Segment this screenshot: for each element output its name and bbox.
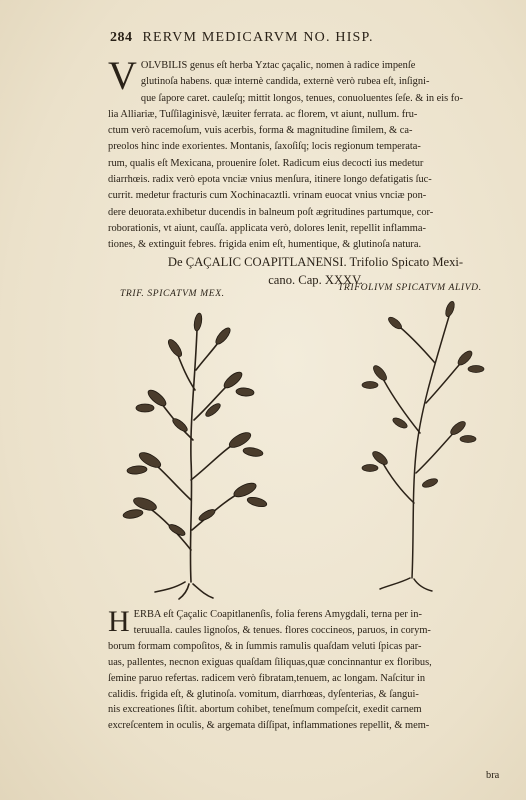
text-line: excreſcentem in oculis, & argemata diſſipat, inflammationes repellit, & mem- (108, 720, 430, 732)
text-line: glutinoſa habens. quæ internè candida, externè verò rubea eſt, inſigni- (140, 76, 430, 88)
paragraph-volubilis (108, 53, 510, 254)
running-head: RERVM MEDICARVM NO. HISP. (142, 30, 374, 45)
text-line: calidis. frigida eſt, & glutinoſa. vomitum, diarrhœas, dyſenterias, & ſangui- (108, 688, 419, 700)
text-line: roborationis, vt aiunt, cauſſa. applicata verò, dolores lenit, repellit inflamma- (108, 222, 426, 234)
chapter-title-line-1: De ÇAÇALIC COAPITLANENSI. Trifolio Spicato Mexi- (167, 255, 464, 269)
drop-cap-h: H (108, 605, 130, 638)
text-line: preolos hinc inde exorientes. Montanis, ſaxoſiſq; locis regionum temperata- (108, 141, 421, 153)
text-line: uas, pallentes, necnon exiguas quaſdam ſiliquas,quæ concinnantur ex floribus, (108, 656, 432, 668)
drop-cap-v: V (108, 53, 137, 98)
text-line: ERBA eſt Çaçalic Coapitlanenſis, folia ferens Amygdali, terna per in- (133, 609, 422, 620)
text-line: ſemine paruo refertas. radicem verò fibratam,tenuem, ac longam. Naſcitur in (108, 672, 426, 684)
text-line: borum formam compoſitos, & in ſummis ramulis quaſdam veluti ſpicas par- (108, 640, 422, 652)
woodcut-trifolium-spicatum-aliud (340, 293, 500, 593)
text-line: OLVBILIS genus eſt herba Yztac çaçalic, nomen à radice impenſe (140, 60, 416, 71)
page-number: 284 (110, 30, 133, 45)
text-line: rum, qualis eſt Mexicana, prouenire ſolet. Radicum eius decocti ius medetur (108, 157, 424, 169)
text-line: dere deuorata.exhibetur ducendis in balneum poſt ægritudines partumque, cor- (108, 206, 434, 218)
chapter-title-line-2: cano. Cap. XXXV. (268, 273, 363, 287)
catchword: bra (486, 770, 500, 781)
page-header (110, 30, 506, 46)
figure-caption-left: TRIF. SPICATVM MEX. (120, 288, 225, 299)
text-line: lia Alliariæ, Tuſſilaginisvè, læuiter ferrata. ac florem, vt aiunt, nullum. fru- (108, 108, 418, 120)
paragraph-herba (108, 607, 513, 734)
text-line: tiones, & extinguit febres. frigida enim eſt, humentique, & glutinoſa natura. (108, 239, 422, 251)
text-line: nis excreationes ſiſtit. abortum cohibet, teneſmum compeſcit, exedit carnem (108, 704, 422, 716)
text-line: teruualla. caules lignoſos, & tenues. flores coccineos, paruos, in corym- (133, 624, 431, 636)
text-line: que ſapore caret. cauleſq; mittit longos, tenues, conuoluentes ſeſe. & in eis fo- (140, 92, 463, 104)
text-line: ctum verò racemoſum, vuis acerbis, forma & magnitudine ſimilem, & ca- (108, 125, 413, 137)
text-line: currit. medetur fracturis cum Xochinacaztli. vrinam euocat vnius vnciæ pon- (108, 190, 427, 202)
woodcut-trifolium-spicatum-mex (105, 300, 280, 600)
figure-caption-right: TRIFOLIVM SPICATVM ALIVD. (338, 282, 482, 293)
text-line: diarrhœis. radix verò epota vnciæ vnius menſura, itinere longo defatigatis ſuc- (108, 174, 432, 186)
